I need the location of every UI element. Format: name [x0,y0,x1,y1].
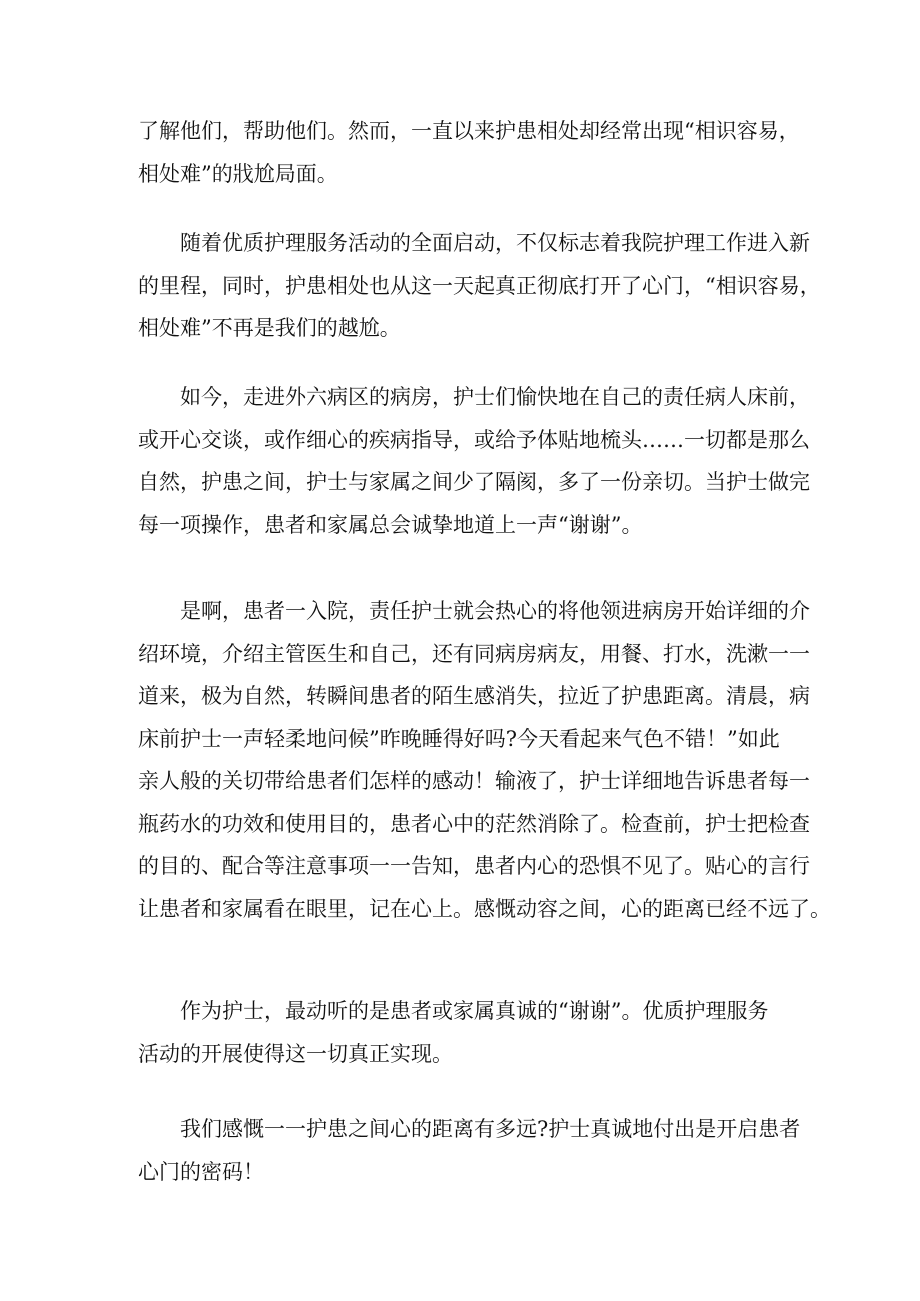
text-line: 床前护士一声轻柔地问候”昨晚睡得好吗?今天看起来气色不错！”如此 [138,726,780,751]
paragraph-1 [138,110,800,195]
text-line: 心门的密码！ [138,1159,264,1184]
text-line: 让患者和家属看在眼里，记在心上。感慨动容之间，心的距离已经不远了。 [138,896,831,921]
paragraph-4 [138,590,831,930]
text-line: 如今，走进外六病区的病房，护士们愉快地在自己的责任病人床前， [180,385,810,409]
paragraph-5 [138,990,778,1075]
text-line: 的目的、配合等注意事项一一告知，患者内心的恐惧不见了。贴心的言行 [138,854,810,878]
text-line: 亲人般的关切带给患者们怎样的感动！输液了，护士详细地告诉患者每一 [138,769,810,793]
text-line: 随着优质护理服务活动的全面启动，不仅标志着我院护理工作进入新 [180,231,810,255]
text-line: 道来，极为自然，转瞬间患者的陌生感消失，拉近了护患距离。清晨，病 [138,684,810,708]
text-line: 了解他们，帮助他们。然而，一直以来护患相处却经常出现“相识容易， [138,119,800,143]
text-line: 的里程，同时，护患相处也从这一天起真正彻底打开了心门，“相识容易， [138,273,821,298]
text-line: 自然，护患之间，护士与家属之间少了隔阂，多了一份亲切。当护士做完 [138,470,810,494]
text-line: 活动的开展使得这一切真正实现。 [138,1041,453,1066]
paragraph-6 [138,1108,801,1193]
text-line: 或开心交谈，或作细心的疾病指导，或给予体贴地梳头……一切都是那么 [138,427,810,452]
text-line: 我们感慨一一护患之间心的距离有多远?护士真诚地付出是开启患者 [180,1117,801,1141]
text-line: 是啊，患者一入院，责任护士就会热心的将他领进病房开始详细的介 [180,599,810,623]
text-line: 瓶药水的功效和使用目的，患者心中的茫然消除了。检查前，护士把检查 [138,811,810,836]
text-line: 绍环境，介绍主管医生和自己，还有同病房病友，用餐、打水，洗漱一一 [138,641,810,666]
text-line: 相处难”的戕尬局面。 [138,161,338,186]
text-line: 作为护士，最动听的是患者或家属真诚的“谢谢”。优质护理服务 [180,999,769,1023]
text-line: 每一项操作，患者和家属总会诚挚地道上一声“谢谢”。 [138,512,643,537]
paragraph-3 [138,376,810,546]
text-line: 相处难”不再是我们的越尬。 [138,316,401,340]
paragraph-2 [138,222,821,350]
